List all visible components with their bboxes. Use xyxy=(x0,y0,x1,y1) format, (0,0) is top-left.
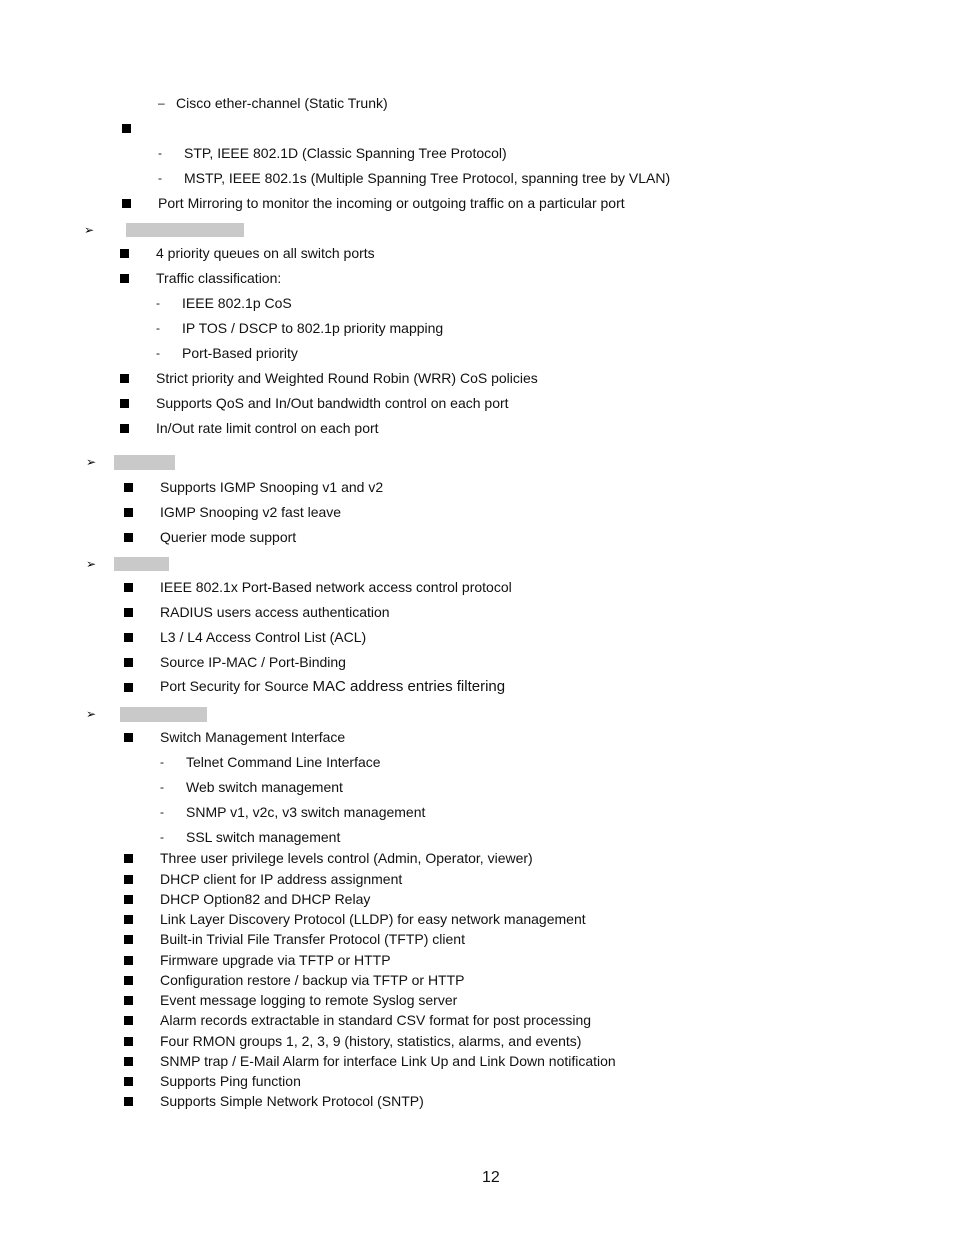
list-item: Source IP-MAC / Port-Binding xyxy=(160,654,346,670)
square-bullet-icon xyxy=(122,199,131,208)
list-item: Web switch management xyxy=(186,779,343,795)
square-bullet-icon xyxy=(124,483,133,492)
dash-bullet: - xyxy=(160,755,164,769)
square-bullet-icon xyxy=(124,608,133,617)
square-bullet-icon xyxy=(124,1077,133,1086)
list-item: IEEE 802.1p CoS xyxy=(182,295,292,311)
square-bullet-icon xyxy=(124,683,133,692)
arrow-bullet-icon: ➢ xyxy=(86,557,97,571)
list-item: DHCP client for IP address assignment xyxy=(160,871,403,887)
square-bullet-icon xyxy=(120,374,129,383)
page-number: 12 xyxy=(482,1169,500,1186)
list-item: DHCP Option82 and DHCP Relay xyxy=(160,891,371,907)
square-bullet-icon xyxy=(124,915,133,924)
list-item: 4 priority queues on all switch ports xyxy=(156,245,375,261)
list-item: Alarm records extractable in standard CSV format for post processing xyxy=(160,1012,592,1028)
list-item: Supports QoS and In/Out bandwidth control on each port xyxy=(156,395,509,411)
square-bullet-icon xyxy=(124,533,133,542)
dash-bullet: - xyxy=(158,146,162,160)
dash-bullet: - xyxy=(156,296,160,310)
list-item: SNMP trap / E-Mail Alarm for interface Link Up and Link Down notification xyxy=(160,1053,616,1069)
dash-bullet: - xyxy=(158,171,162,185)
list-item: IP TOS / DSCP to 802.1p priority mapping xyxy=(182,320,444,336)
dash-bullet: - xyxy=(160,780,164,794)
square-bullet-icon xyxy=(124,956,133,965)
square-bullet-icon xyxy=(120,399,129,408)
arrow-bullet-icon: ➢ xyxy=(86,707,97,721)
list-item: Three user privilege levels control (Admin, Operator, viewer) xyxy=(160,850,533,866)
list-item: RADIUS users access authentication xyxy=(160,604,390,620)
arrow-bullet-icon: ➢ xyxy=(86,455,97,469)
square-bullet-icon xyxy=(124,508,133,517)
dash-bullet: - xyxy=(160,805,164,819)
list-item: IEEE 802.1x Port-Based network access control protocol xyxy=(160,579,512,595)
list-item: Strict priority and Weighted Round Robin (WRR) CoS policies xyxy=(156,370,538,386)
list-item: Port Mirroring to monitor the incoming or outgoing traffic on a particular port xyxy=(158,195,625,211)
list-item: Traffic classification: xyxy=(156,270,282,286)
square-bullet-icon xyxy=(124,895,133,904)
square-bullet-icon xyxy=(122,124,131,133)
square-bullet-icon xyxy=(120,249,129,258)
list-item: Four RMON groups 1, 2, 3, 9 (history, statistics, alarms, and events) xyxy=(160,1033,582,1049)
square-bullet-icon xyxy=(124,1057,133,1066)
square-bullet-icon xyxy=(124,854,133,863)
redacted-heading xyxy=(114,557,169,571)
list-item: Supports IGMP Snooping v1 and v2 xyxy=(160,479,384,495)
endash-bullet: – xyxy=(158,96,165,110)
list-item: IGMP Snooping v2 fast leave xyxy=(160,504,342,520)
list-item-prefix: Port Security for Source xyxy=(160,678,313,694)
square-bullet-icon xyxy=(124,658,133,667)
list-item: Configuration restore / backup via TFTP or HTTP xyxy=(160,972,465,988)
list-item-suffix: MAC address entries filtering xyxy=(312,678,506,695)
redacted-heading xyxy=(114,455,175,470)
list-item: STP, IEEE 802.1D (Classic Spanning Tree Protocol) xyxy=(184,145,507,161)
dash-bullet: - xyxy=(156,321,160,335)
list-item: Supports Simple Network Protocol (SNTP) xyxy=(160,1093,424,1109)
square-bullet-icon xyxy=(124,875,133,884)
list-item xyxy=(160,677,505,696)
list-item: L3 / L4 Access Control List (ACL) xyxy=(160,629,367,645)
list-item: Querier mode support xyxy=(160,529,297,545)
list-item: Telnet Command Line Interface xyxy=(186,754,381,770)
arrow-bullet-icon: ➢ xyxy=(84,223,95,237)
dash-bullet: - xyxy=(160,830,164,844)
list-item: SNMP v1, v2c, v3 switch management xyxy=(186,804,426,820)
list-item: Built-in Trivial File Transfer Protocol (TFTP) client xyxy=(160,931,465,947)
list-item: Supports Ping function xyxy=(160,1073,301,1089)
list-item: Link Layer Discovery Protocol (LLDP) for easy network management xyxy=(160,911,586,927)
list-item: In/Out rate limit control on each port xyxy=(156,420,379,436)
list-item: Firmware upgrade via TFTP or HTTP xyxy=(160,952,391,968)
redacted-heading xyxy=(126,223,244,237)
square-bullet-icon xyxy=(124,996,133,1005)
square-bullet-icon xyxy=(124,1037,133,1046)
list-item: Cisco ether-channel (Static Trunk) xyxy=(176,95,388,111)
square-bullet-icon xyxy=(124,976,133,985)
square-bullet-icon xyxy=(124,1097,133,1106)
square-bullet-icon xyxy=(124,1016,133,1025)
square-bullet-icon xyxy=(124,733,133,742)
redacted-heading xyxy=(120,707,207,722)
square-bullet-icon xyxy=(124,583,133,592)
dash-bullet: - xyxy=(156,346,160,360)
list-item: SSL switch management xyxy=(186,829,341,845)
square-bullet-icon xyxy=(124,935,133,944)
square-bullet-icon xyxy=(120,424,129,433)
list-item: Event message logging to remote Syslog server xyxy=(160,992,458,1008)
square-bullet-icon xyxy=(120,274,129,283)
list-item: MSTP, IEEE 802.1s (Multiple Spanning Tree Protocol, spanning tree by VLAN) xyxy=(184,170,671,186)
square-bullet-icon xyxy=(124,633,133,642)
list-item: Switch Management Interface xyxy=(160,729,346,745)
list-item: Port-Based priority xyxy=(182,345,298,361)
